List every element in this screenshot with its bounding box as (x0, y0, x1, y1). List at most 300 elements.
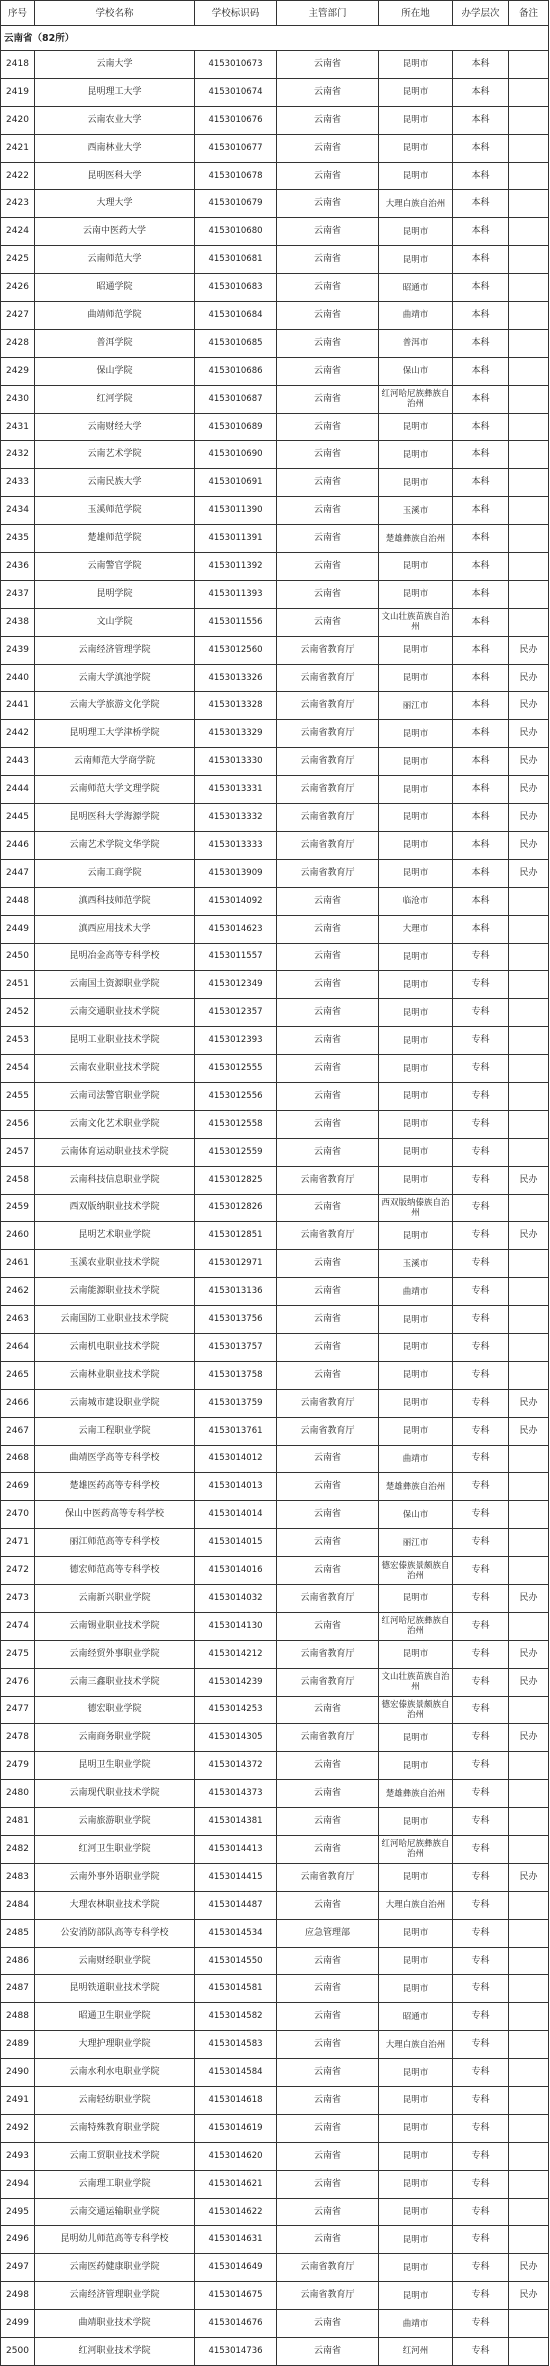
cell-location: 昆明市 (379, 2142, 453, 2170)
cell-school-code: 4153014014 (195, 1501, 277, 1529)
cell-school-code: 4153014619 (195, 2114, 277, 2142)
cell-school-name: 云南体育运动职业技术学院 (35, 1138, 195, 1166)
table-row (1, 329, 549, 357)
cell-level: 专科 (453, 1278, 509, 1306)
cell-school-name: 曲靖医学高等专科学校 (35, 1445, 195, 1473)
table-row (1, 748, 549, 776)
table-row (1, 2282, 549, 2310)
cell-location: 昆明市 (379, 2170, 453, 2198)
cell-school-name: 云南理工职业学院 (35, 2170, 195, 2198)
cell-school-name: 滇西科技师范学院 (35, 887, 195, 915)
cell-school-code: 4153014623 (195, 915, 277, 943)
cell-school-name: 云南旅游职业学院 (35, 1808, 195, 1836)
table-row (1, 1222, 549, 1250)
cell-school-code: 4153014032 (195, 1584, 277, 1612)
cell-note: 民办 (509, 859, 549, 887)
cell-location: 昆明市 (379, 580, 453, 608)
cell-seq: 2420 (1, 106, 35, 134)
cell-school-name: 云南工程职业学院 (35, 1417, 195, 1445)
table-row (1, 134, 549, 162)
cell-level: 本科 (453, 246, 509, 274)
cell-school-code: 4153013330 (195, 748, 277, 776)
table-row (1, 2254, 549, 2282)
cell-note (509, 1473, 549, 1501)
cell-level: 专科 (453, 1724, 509, 1752)
cell-level: 专科 (453, 1417, 509, 1445)
cell-location: 昆明市 (379, 246, 453, 274)
cell-school-name: 云南交通职业技术学院 (35, 999, 195, 1027)
table-row (1, 859, 549, 887)
cell-school-code: 4153012556 (195, 1082, 277, 1110)
cell-note (509, 134, 549, 162)
cell-level: 本科 (453, 190, 509, 218)
cell-school-code: 4153012555 (195, 1055, 277, 1083)
cell-school-code: 4153010680 (195, 218, 277, 246)
cell-location: 丽江市 (379, 1529, 453, 1557)
cell-school-name: 云南国防工业职业技术学院 (35, 1306, 195, 1334)
cell-department: 云南省教育厅 (277, 692, 379, 720)
cell-seq: 2496 (1, 2226, 35, 2254)
cell-school-code: 4153011556 (195, 608, 277, 636)
table-row (1, 2114, 549, 2142)
cell-school-code: 4153014618 (195, 2087, 277, 2115)
cell-department: 云南省 (277, 608, 379, 636)
table-row (1, 2031, 549, 2059)
cell-school-name: 昆明医科大学 (35, 162, 195, 190)
cell-level: 专科 (453, 999, 509, 1027)
cell-note: 民办 (509, 804, 549, 832)
cell-school-code: 4153010684 (195, 302, 277, 330)
table-row (1, 1919, 549, 1947)
cell-school-code: 4153013759 (195, 1389, 277, 1417)
table-row (1, 1836, 549, 1864)
cell-department: 云南省 (277, 2170, 379, 2198)
cell-level: 本科 (453, 580, 509, 608)
cell-level: 专科 (453, 1194, 509, 1222)
cell-department: 云南省 (277, 1333, 379, 1361)
cell-school-name: 云南科技信息职业学院 (35, 1166, 195, 1194)
cell-note (509, 1250, 549, 1278)
cell-note: 民办 (509, 748, 549, 776)
table-row (1, 2003, 549, 2031)
cell-location: 大理市 (379, 915, 453, 943)
cell-department: 云南省 (277, 190, 379, 218)
cell-department: 云南省 (277, 1110, 379, 1138)
cell-school-code: 4153014621 (195, 2170, 277, 2198)
cell-school-name: 云南能源职业技术学院 (35, 1278, 195, 1306)
cell-school-code: 4153010689 (195, 413, 277, 441)
table-row (1, 162, 549, 190)
cell-note (509, 580, 549, 608)
cell-department: 云南省 (277, 1473, 379, 1501)
cell-seq: 2460 (1, 1222, 35, 1250)
cell-school-name: 云南农业大学 (35, 106, 195, 134)
cell-location: 昆明市 (379, 664, 453, 692)
cell-level: 本科 (453, 469, 509, 497)
header-row (1, 1, 549, 26)
cell-location: 昆明市 (379, 1417, 453, 1445)
cell-department: 云南省 (277, 246, 379, 274)
table-row (1, 1696, 549, 1724)
cell-note (509, 190, 549, 218)
cell-school-name: 公安消防部队高等专科学校 (35, 1919, 195, 1947)
cell-seq: 2437 (1, 580, 35, 608)
cell-level: 本科 (453, 608, 509, 636)
cell-school-code: 4153012826 (195, 1194, 277, 1222)
cell-seq: 2499 (1, 2310, 35, 2338)
cell-note (509, 608, 549, 636)
cell-school-code: 4153013329 (195, 720, 277, 748)
cell-level: 专科 (453, 1529, 509, 1557)
table-row (1, 636, 549, 664)
cell-school-code: 4153014487 (195, 1891, 277, 1919)
cell-department: 云南省 (277, 441, 379, 469)
cell-location: 德宏傣族景颇族自治州 (379, 1557, 453, 1585)
cell-note (509, 1027, 549, 1055)
cell-seq: 2472 (1, 1557, 35, 1585)
cell-seq: 2422 (1, 162, 35, 190)
cell-department: 云南省 (277, 525, 379, 553)
header-department: 主管部门 (277, 1, 379, 26)
table-row (1, 1110, 549, 1138)
cell-seq: 2452 (1, 999, 35, 1027)
table-row (1, 1333, 549, 1361)
cell-school-name: 云南艺术学院 (35, 441, 195, 469)
cell-seq: 2441 (1, 692, 35, 720)
table-row (1, 692, 549, 720)
cell-department: 云南省教育厅 (277, 664, 379, 692)
cell-location: 昆明市 (379, 1808, 453, 1836)
table-row (1, 525, 549, 553)
cell-department: 云南省 (277, 1306, 379, 1334)
cell-school-name: 大理农林职业技术学院 (35, 1891, 195, 1919)
cell-department: 云南省 (277, 943, 379, 971)
cell-location: 保山市 (379, 357, 453, 385)
cell-note (509, 2003, 549, 2031)
cell-school-code: 4153011390 (195, 497, 277, 525)
cell-school-code: 4153010690 (195, 441, 277, 469)
cell-seq: 2463 (1, 1306, 35, 1334)
table-row (1, 1612, 549, 1640)
cell-department: 云南省教育厅 (277, 1584, 379, 1612)
cell-school-code: 4153014622 (195, 2198, 277, 2226)
cell-location: 昆明市 (379, 218, 453, 246)
cell-location: 文山壮族苗族自治州 (379, 1668, 453, 1696)
cell-seq: 2482 (1, 1836, 35, 1864)
cell-school-name: 楚雄医药高等专科学校 (35, 1473, 195, 1501)
cell-department: 云南省 (277, 2003, 379, 2031)
cell-level: 本科 (453, 497, 509, 525)
cell-school-name: 红河职业技术学院 (35, 2338, 195, 2366)
cell-department: 云南省 (277, 1529, 379, 1557)
cell-location: 昆明市 (379, 748, 453, 776)
cell-school-code: 4153014415 (195, 1863, 277, 1891)
cell-seq: 2438 (1, 608, 35, 636)
cell-school-code: 4153014015 (195, 1529, 277, 1557)
cell-location: 昆明市 (379, 51, 453, 79)
cell-department: 云南省 (277, 1278, 379, 1306)
cell-note (509, 1947, 549, 1975)
cell-department: 云南省 (277, 2226, 379, 2254)
cell-note: 民办 (509, 664, 549, 692)
cell-department: 云南省 (277, 2087, 379, 2115)
cell-school-name: 昆明理工大学 (35, 78, 195, 106)
cell-seq: 2477 (1, 1696, 35, 1724)
cell-note (509, 971, 549, 999)
cell-school-code: 4153014675 (195, 2282, 277, 2310)
cell-school-name: 云南城市建设职业学院 (35, 1389, 195, 1417)
table-row (1, 413, 549, 441)
cell-school-code: 4153010678 (195, 162, 277, 190)
header-location: 所在地 (379, 1, 453, 26)
cell-school-code: 4153014012 (195, 1445, 277, 1473)
cell-note (509, 525, 549, 553)
cell-note (509, 1194, 549, 1222)
cell-location: 西双版纳傣族自治州 (379, 1194, 453, 1222)
cell-level: 专科 (453, 1975, 509, 2003)
cell-location: 楚雄彝族自治州 (379, 1473, 453, 1501)
cell-school-name: 云南交通运输职业学院 (35, 2198, 195, 2226)
cell-department: 云南省 (277, 580, 379, 608)
cell-level: 本科 (453, 357, 509, 385)
cell-school-code: 4153012558 (195, 1110, 277, 1138)
table-body (1, 51, 549, 2366)
cell-school-name: 玉溪农业职业技术学院 (35, 1250, 195, 1278)
cell-level: 本科 (453, 218, 509, 246)
cell-department: 云南省 (277, 106, 379, 134)
cell-seq: 2431 (1, 413, 35, 441)
table-row (1, 1584, 549, 1612)
cell-seq: 2498 (1, 2282, 35, 2310)
cell-seq: 2426 (1, 274, 35, 302)
cell-level: 本科 (453, 804, 509, 832)
cell-department: 云南省教育厅 (277, 804, 379, 832)
cell-note (509, 218, 549, 246)
table-row (1, 1863, 549, 1891)
cell-department: 云南省 (277, 1947, 379, 1975)
table-row (1, 804, 549, 832)
cell-school-name: 昆明工业职业技术学院 (35, 1027, 195, 1055)
cell-seq: 2465 (1, 1361, 35, 1389)
cell-seq: 2470 (1, 1501, 35, 1529)
cell-location: 昆明市 (379, 469, 453, 497)
cell-seq: 2456 (1, 1110, 35, 1138)
cell-school-name: 保山学院 (35, 357, 195, 385)
cell-location: 楚雄彝族自治州 (379, 525, 453, 553)
cell-school-code: 4153013761 (195, 1417, 277, 1445)
cell-school-code: 4153014550 (195, 1947, 277, 1975)
cell-department: 云南省 (277, 1696, 379, 1724)
table-row (1, 1752, 549, 1780)
table-row (1, 1445, 549, 1473)
cell-seq: 2469 (1, 1473, 35, 1501)
cell-department: 云南省教育厅 (277, 859, 379, 887)
cell-department: 云南省 (277, 1891, 379, 1919)
cell-location: 昆明市 (379, 441, 453, 469)
table-row (1, 1557, 549, 1585)
cell-note (509, 1975, 549, 2003)
cell-seq: 2474 (1, 1612, 35, 1640)
cell-department: 云南省 (277, 1808, 379, 1836)
cell-note (509, 1055, 549, 1083)
cell-department: 云南省 (277, 971, 379, 999)
cell-location: 大理白族自治州 (379, 190, 453, 218)
cell-location: 昆明市 (379, 1138, 453, 1166)
cell-location: 昆明市 (379, 2114, 453, 2142)
cell-department: 云南省 (277, 1250, 379, 1278)
cell-department: 云南省 (277, 1194, 379, 1222)
cell-school-name: 云南财经大学 (35, 413, 195, 441)
cell-location: 昆明市 (379, 971, 453, 999)
cell-location: 昆明市 (379, 1082, 453, 1110)
cell-department: 云南省 (277, 274, 379, 302)
cell-note (509, 1836, 549, 1864)
cell-note (509, 413, 549, 441)
cell-level: 专科 (453, 1752, 509, 1780)
cell-seq: 2428 (1, 329, 35, 357)
table-row (1, 469, 549, 497)
cell-location: 昆明市 (379, 1724, 453, 1752)
cell-school-code: 4153013331 (195, 776, 277, 804)
cell-level: 专科 (453, 2114, 509, 2142)
cell-school-name: 昆明冶金高等专科学校 (35, 943, 195, 971)
cell-note: 民办 (509, 720, 549, 748)
cell-note (509, 1445, 549, 1473)
table-row (1, 1417, 549, 1445)
cell-seq: 2483 (1, 1863, 35, 1891)
table-row (1, 2310, 549, 2338)
cell-department: 云南省 (277, 162, 379, 190)
cell-school-name: 云南三鑫职业技术学院 (35, 1668, 195, 1696)
cell-location: 昆明市 (379, 720, 453, 748)
cell-department: 云南省 (277, 1752, 379, 1780)
cell-department: 云南省教育厅 (277, 720, 379, 748)
cell-seq: 2440 (1, 664, 35, 692)
cell-school-name: 昆明卫生职业学院 (35, 1752, 195, 1780)
cell-department: 云南省 (277, 1975, 379, 2003)
cell-note (509, 1612, 549, 1640)
cell-department: 云南省教育厅 (277, 1668, 379, 1696)
cell-location: 昆明市 (379, 1361, 453, 1389)
cell-seq: 2419 (1, 78, 35, 106)
cell-school-code: 4153012559 (195, 1138, 277, 1166)
cell-school-code: 4153013757 (195, 1333, 277, 1361)
cell-department: 云南省 (277, 2142, 379, 2170)
table-row (1, 999, 549, 1027)
cell-location: 昆明市 (379, 1640, 453, 1668)
cell-seq: 2457 (1, 1138, 35, 1166)
cell-school-code: 4153014130 (195, 1612, 277, 1640)
cell-school-name: 西南林业大学 (35, 134, 195, 162)
cell-seq: 2421 (1, 134, 35, 162)
table-row (1, 1138, 549, 1166)
table-row (1, 1082, 549, 1110)
cell-department: 云南省 (277, 1138, 379, 1166)
cell-school-name: 云南现代职业技术学院 (35, 1780, 195, 1808)
cell-school-name: 云南大学滇池学院 (35, 664, 195, 692)
cell-school-name: 玉溪师范学院 (35, 497, 195, 525)
cell-location: 昆明市 (379, 1975, 453, 2003)
cell-note (509, 2226, 549, 2254)
cell-note: 民办 (509, 2282, 549, 2310)
cell-location: 昆明市 (379, 1166, 453, 1194)
table-row (1, 2226, 549, 2254)
cell-school-name: 昆明学院 (35, 580, 195, 608)
cell-department: 云南省教育厅 (277, 1417, 379, 1445)
cell-school-name: 昆明铁道职业技术学院 (35, 1975, 195, 2003)
cell-note: 民办 (509, 692, 549, 720)
cell-school-name: 云南轻纺职业学院 (35, 2087, 195, 2115)
cell-seq: 2462 (1, 1278, 35, 1306)
cell-seq: 2467 (1, 1417, 35, 1445)
table-row (1, 971, 549, 999)
cell-level: 专科 (453, 1668, 509, 1696)
cell-seq: 2433 (1, 469, 35, 497)
table-row (1, 553, 549, 581)
cell-department: 云南省 (277, 329, 379, 357)
cell-note (509, 887, 549, 915)
cell-level: 专科 (453, 1640, 509, 1668)
cell-school-code: 4153010686 (195, 357, 277, 385)
cell-school-name: 云南农业职业技术学院 (35, 1055, 195, 1083)
table-row (1, 664, 549, 692)
cell-seq: 2486 (1, 1947, 35, 1975)
cell-school-name: 西双版纳职业技术学院 (35, 1194, 195, 1222)
cell-location: 红河哈尼族彝族自治州 (379, 1836, 453, 1864)
cell-note (509, 2031, 549, 2059)
cell-note (509, 246, 549, 274)
cell-location: 昆明市 (379, 162, 453, 190)
table-row (1, 1780, 549, 1808)
cell-seq: 2449 (1, 915, 35, 943)
cell-location: 昭通市 (379, 2003, 453, 2031)
cell-school-name: 云南经济管理职业学院 (35, 2282, 195, 2310)
cell-seq: 2478 (1, 1724, 35, 1752)
cell-note (509, 1278, 549, 1306)
table-row (1, 78, 549, 106)
cell-location: 昆明市 (379, 1333, 453, 1361)
cell-level: 专科 (453, 2087, 509, 2115)
cell-seq: 2435 (1, 525, 35, 553)
cell-department: 云南省 (277, 302, 379, 330)
cell-location: 曲靖市 (379, 2310, 453, 2338)
cell-department: 云南省 (277, 1780, 379, 1808)
table-row (1, 1389, 549, 1417)
cell-department: 云南省教育厅 (277, 748, 379, 776)
cell-seq: 2439 (1, 636, 35, 664)
table-row (1, 776, 549, 804)
cell-school-name: 楚雄师范学院 (35, 525, 195, 553)
table-row (1, 1473, 549, 1501)
cell-school-code: 4153014584 (195, 2059, 277, 2087)
cell-school-name: 云南工贸职业技术学院 (35, 2142, 195, 2170)
cell-school-code: 4153013758 (195, 1361, 277, 1389)
table-row (1, 51, 549, 79)
cell-school-code: 4153012851 (195, 1222, 277, 1250)
cell-seq: 2458 (1, 1166, 35, 1194)
cell-level: 本科 (453, 887, 509, 915)
table-row (1, 1808, 549, 1836)
cell-seq: 2418 (1, 51, 35, 79)
cell-seq: 2430 (1, 385, 35, 413)
cell-seq: 2466 (1, 1389, 35, 1417)
cell-seq: 2423 (1, 190, 35, 218)
cell-note: 民办 (509, 636, 549, 664)
table-row (1, 943, 549, 971)
cell-level: 专科 (453, 1222, 509, 1250)
cell-seq: 2488 (1, 2003, 35, 2031)
cell-school-name: 云南外事外语职业学院 (35, 1863, 195, 1891)
